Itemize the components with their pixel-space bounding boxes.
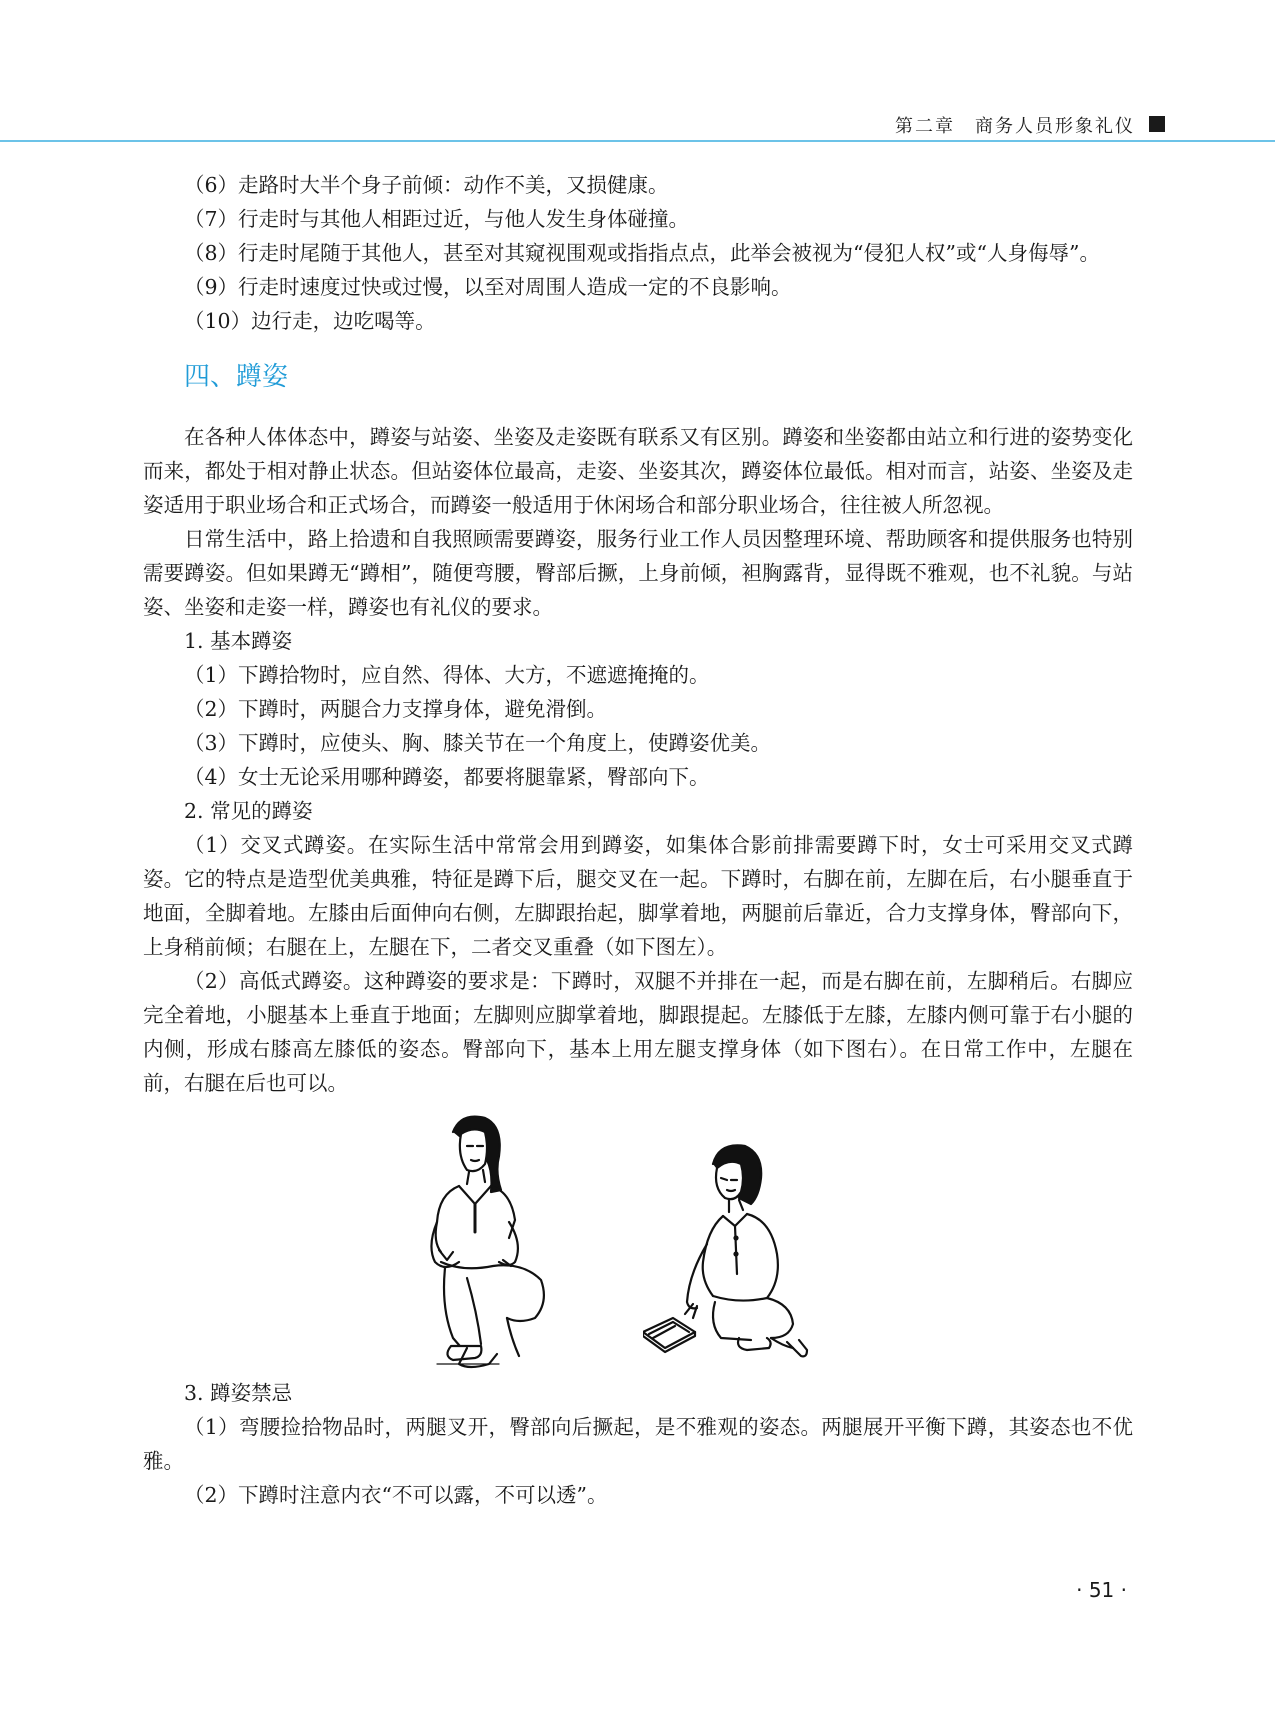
- paragraph: （2）下蹲时，两腿合力支撑身体，避免滑倒。: [184, 697, 608, 721]
- chapter-label: 第二章: [895, 116, 955, 137]
- paragraph: 在各种人体体态中，蹲姿与站姿、坐姿及走姿既有联系又有区别。蹲姿和坐姿都由站立和行进的姿势变化而来，都处于相对静止状态。但站姿体位最高，走姿、坐姿其次，蹲姿体位最低。相对而言，站姿、坐姿及走姿适用于职业场合和正式场合，而蹲姿一般适用于休闲场合和部分职业场合，往往被人所忽视。: [143, 425, 1133, 517]
- paragraph: 日常生活中，路上拾遗和自我照顾需要蹲姿，服务行业工作人员因整理环境、帮助顾客和提供服务也特别需要蹲姿。但如果蹲无“蹲相”，随便弯腰，臀部后撅，上身前倾，袒胸露背，显得既不雅观，也不礼貌。与站姿、坐姿和走姿一样，蹲姿也有礼仪的要求。: [143, 527, 1133, 619]
- high-low-squat-figure-icon: [643, 1134, 833, 1369]
- paragraph: （2）高低式蹲姿。这种蹲姿的要求是：下蹲时，双腿不并排在一起，而是右脚在前，左脚稍后。右脚应完全着地，小腿基本上垂直于地面；左脚则应脚掌着地，脚跟提起。左膝低于左膝，左膝内侧可靠于右小腿的内侧，形成右膝高左膝低的姿态。臀部向下，基本上用左腿支撑身体（如下图右）。在日常工作中，左腿在前，右腿在后也可以。: [143, 969, 1133, 1095]
- paragraph: （10）边行走，边吃喝等。: [184, 309, 436, 333]
- paragraph: （3）下蹲时，应使头、胸、膝关节在一个角度上，使蹲姿优美。: [184, 731, 772, 755]
- squat-illustration: [143, 1112, 1133, 1374]
- running-header: [895, 112, 1135, 138]
- section-heading: 四、蹲姿: [184, 362, 289, 392]
- paragraph: （2）下蹲时注意内衣“不可以露，不可以透”。: [184, 1483, 608, 1507]
- page-header: [0, 0, 1275, 142]
- paragraph: （8）行走时尾随于其他人，甚至对其窥视围观或指指点点，此举会被视为“侵犯人权”或“人身侮辱”。: [184, 241, 1100, 265]
- paragraph: （1）弯腰捡拾物品时，两腿叉开，臀部向后撅起，是不雅观的姿态。两腿展开平衡下蹲，其姿态也不优雅。: [143, 1415, 1133, 1473]
- paragraph: （4）女士无论采用哪种蹲姿，都要将腿靠紧，臀部向下。: [184, 765, 710, 789]
- page-number: · 51 ·: [1076, 1578, 1127, 1602]
- chapter-title: 商务人员形象礼仪: [975, 116, 1135, 137]
- crossed-squat-figure-icon: [423, 1112, 573, 1374]
- paragraph: （9）行走时速度过快或过慢，以至对周围人造成一定的不良影响。: [184, 275, 792, 299]
- header-square-icon: [1149, 116, 1165, 132]
- subheading: 3. 蹲姿禁忌: [184, 1381, 293, 1405]
- paragraph: （7）行走时与其他人相距过近，与他人发生身体碰撞。: [184, 207, 690, 231]
- header-rule: [0, 140, 1275, 142]
- page-body: [143, 168, 1133, 1512]
- paragraph: （1）交叉式蹲姿。在实际生活中常常会用到蹲姿，如集体合影前排需要蹲下时，女士可采用交叉式蹲姿。它的特点是造型优美典雅，特征是蹲下后，腿交叉在一起。下蹲时，右脚在前，左脚在后，右小腿垂直于地面，全脚着地。左膝由后面伸向右侧，左脚跟抬起，脚掌着地，两腿前后靠近，合力支撑身体，臀部向下，上身稍前倾；右腿在上，左腿在下，二者交叉重叠（如下图左）。: [143, 833, 1133, 959]
- paragraph: （1）下蹲拾物时，应自然、得体、大方，不遮遮掩掩的。: [184, 663, 710, 687]
- paragraph: （6）走路时大半个身子前倾：动作不美，又损健康。: [184, 173, 669, 197]
- subheading: 2. 常见的蹲姿: [184, 799, 313, 823]
- subheading: 1. 基本蹲姿: [184, 629, 293, 653]
